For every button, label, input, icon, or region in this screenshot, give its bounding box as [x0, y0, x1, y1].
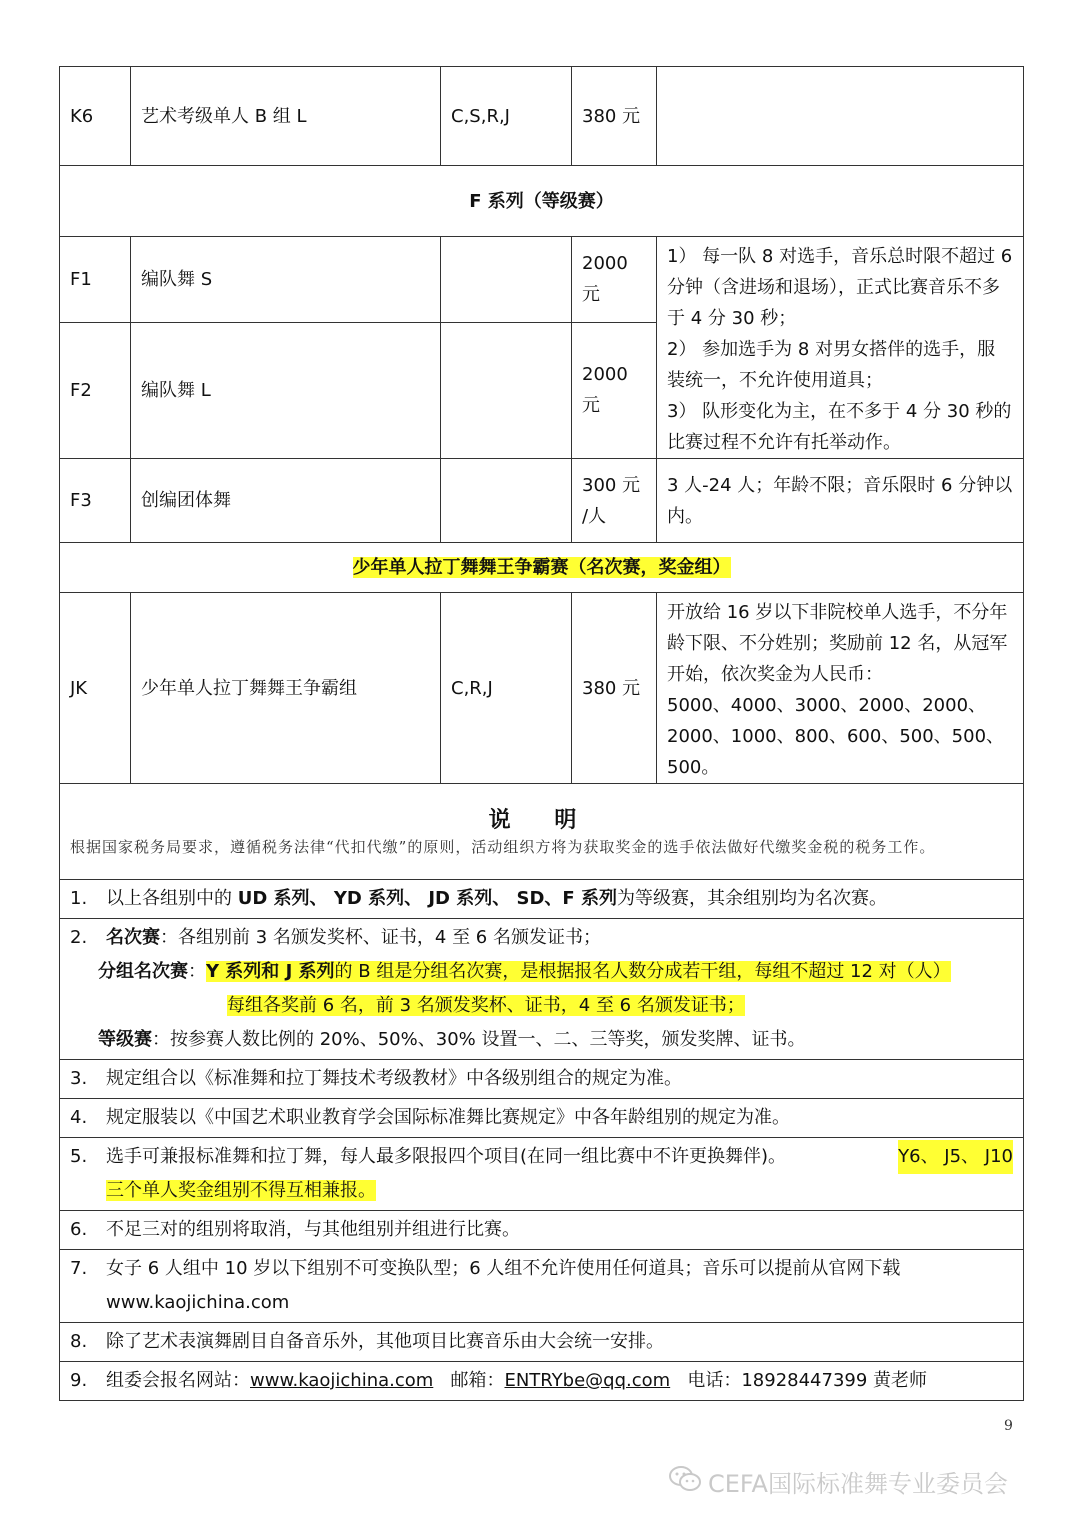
download-link[interactable]: www.kaojichina.com: [106, 1292, 290, 1313]
note-line: 5000、4000、3000、2000、2000、2000、1000、800、600、500、500、500。: [667, 695, 1005, 778]
note-text: 除了艺术表演舞剧目自备音乐外，其他项目比赛音乐由大会统一安排。: [106, 1331, 664, 1352]
note-text: 规定组合以《标准舞和拉丁舞技术考级教材》中各级别组合的规定为准。: [106, 1068, 682, 1089]
note-text: 组委会报名网站：: [106, 1370, 250, 1391]
event-note: [657, 67, 1024, 166]
event-dances: [441, 322, 572, 458]
note-label: 名次赛: [106, 927, 160, 948]
registration-site-link[interactable]: www.kaojichina.com: [250, 1370, 434, 1391]
phone-text: 电话：18928447399 黄老师: [687, 1370, 928, 1391]
highlighted-text: 每组各奖前 6 名，前 3 名颁发奖杯、证书，4 至 6 名颁发证书；: [227, 995, 745, 1016]
note-item: [60, 1211, 1024, 1250]
highlighted-bold-text: Y 系列和 J 系列: [206, 961, 335, 982]
event-fee: 380 元: [572, 593, 657, 784]
note-label: 等级赛: [98, 1029, 152, 1050]
event-name: 编队舞 L: [131, 322, 441, 458]
note-number: 1.: [70, 888, 88, 909]
note-number: 6.: [70, 1219, 88, 1240]
note-text: ：按参赛人数比例的 20%、50%、30% 设置一、二、三等奖，颁发奖牌、证书。: [152, 1029, 806, 1050]
note-line: 1） 每一队 8 对选手，音乐总时限不超过 6 分钟（含进场和退场），正式比赛音乐不多于 4 分 30 秒；: [667, 246, 1013, 329]
event-note: [657, 593, 1024, 784]
watermark: [668, 1464, 1008, 1499]
note-text: ：各组别前 3 名颁发奖杯、证书，4 至 6 名颁发证书；: [160, 927, 601, 948]
wechat-icon: [668, 1465, 702, 1499]
note-text: 规定服装以《中国艺术职业教育学会国际标准舞比赛规定》中各年龄组别的规定为准。: [106, 1107, 790, 1128]
event-note: 3 人-24 人；年龄不限；音乐限时 6 分钟以内。: [657, 459, 1024, 543]
note-item: [60, 1138, 1024, 1211]
note-text: 以上各组别中的: [106, 888, 238, 909]
note-item: [60, 1060, 1024, 1099]
watermark-text: CEFA国际标准舞专业委员会: [708, 1470, 1008, 1498]
event-fee: 380 元: [572, 67, 657, 166]
highlighted-text: 三个单人奖金组别不得互相兼报。: [106, 1180, 376, 1201]
note-text: 选手可兼报标准舞和拉丁舞，每人最多限报四个项目(在同一组比赛中不许更换舞伴)。: [106, 1146, 787, 1167]
section-title: 少年单人拉丁舞舞王争霸赛（名次赛，奖金组）: [352, 557, 731, 578]
event-name: 少年单人拉丁舞舞王争霸组: [131, 593, 441, 784]
event-code: F1: [60, 237, 131, 323]
note-number: 3.: [70, 1068, 88, 1089]
email-link[interactable]: ENTRYbe@qq.com: [504, 1370, 671, 1391]
note-text: ：: [188, 961, 206, 982]
page-number: 9: [1004, 1418, 1013, 1434]
note-item: [60, 1323, 1024, 1362]
event-name: 编队舞 S: [131, 237, 441, 323]
tax-notice: 根据国家税务局要求，遵循税务法律“代扣代缴”的原则，活动组织方将为获取奖金的选手依法做好代缴奖金税的税务工作。: [70, 838, 936, 856]
note-text: 不足三对的组别将取消，与其他组别并组进行比赛。: [106, 1219, 520, 1240]
note-bold-text: UD 系列、 YD 系列、 JD 系列、 SD、F 系列: [237, 888, 617, 909]
note-text: 邮箱：: [450, 1370, 505, 1391]
note-item: [60, 1099, 1024, 1138]
event-table: [59, 66, 1024, 1401]
event-dances: C,R,J: [441, 593, 572, 784]
table-row: [60, 237, 1024, 323]
table-row: [60, 67, 1024, 166]
event-name: 创编团体舞: [131, 459, 441, 543]
note-number: 9.: [70, 1370, 88, 1391]
highlighted-text: Y6、 J5、 J10: [898, 1140, 1013, 1174]
note-number: 4.: [70, 1107, 88, 1128]
event-dances: [441, 237, 572, 323]
table-row: [60, 593, 1024, 784]
event-fee: 2000 元: [572, 237, 657, 323]
note-text: 为等级赛，其余组别均为名次赛。: [616, 888, 887, 909]
note-item: [60, 1362, 1024, 1401]
note-label: 分组名次赛: [98, 961, 188, 982]
event-dances: [441, 459, 572, 543]
note-text: 女子 6 人组中 10 岁以下组别不可变换队型；6 人组不允许使用任何道具；音乐可以提前从官网下载: [106, 1258, 901, 1279]
notes-title: 说 明: [488, 808, 595, 833]
note-item: [60, 919, 1024, 1060]
event-code: K6: [60, 67, 131, 166]
event-code: JK: [60, 593, 131, 784]
note-number: 7.: [70, 1258, 88, 1279]
event-fee: 300 元 /人: [572, 459, 657, 543]
note-number: 5.: [70, 1146, 88, 1167]
event-note: [657, 237, 1024, 459]
note-line: 3） 队形变化为主，在不多于 4 分 30 秒的比赛过程不允许有托举动作。: [667, 401, 1012, 453]
section-header-row: [60, 543, 1024, 593]
note-number: 8.: [70, 1331, 88, 1352]
note-number: 2.: [70, 927, 88, 948]
event-code: F2: [60, 322, 131, 458]
registration-table-page: [59, 66, 1023, 1401]
table-row: [60, 459, 1024, 543]
section-title: F 系列（等级赛）: [60, 166, 1024, 237]
notes-header-row: [60, 784, 1024, 880]
event-dances: C,S,R,J: [441, 67, 572, 166]
section-header-row: [60, 166, 1024, 237]
note-item: [60, 1250, 1024, 1323]
event-code: F3: [60, 459, 131, 543]
highlighted-text: 的 B 组是分组名次赛，是根据报名人数分成若干组，每组不超过 12 对（人）: [334, 961, 951, 982]
note-item: [60, 880, 1024, 919]
event-fee: 2000 元: [572, 322, 657, 458]
note-line: 2） 参加选手为 8 对男女搭伴的选手，服装统一，不允许使用道具；: [667, 339, 996, 391]
event-name: 艺术考级单人 B 组 L: [131, 67, 441, 166]
note-line: 开放给 16 岁以下非院校单人选手，不分年龄下限、不分姓别；奖励前 12 名，从冠军开始，依次奖金为人民币：: [667, 602, 1008, 685]
